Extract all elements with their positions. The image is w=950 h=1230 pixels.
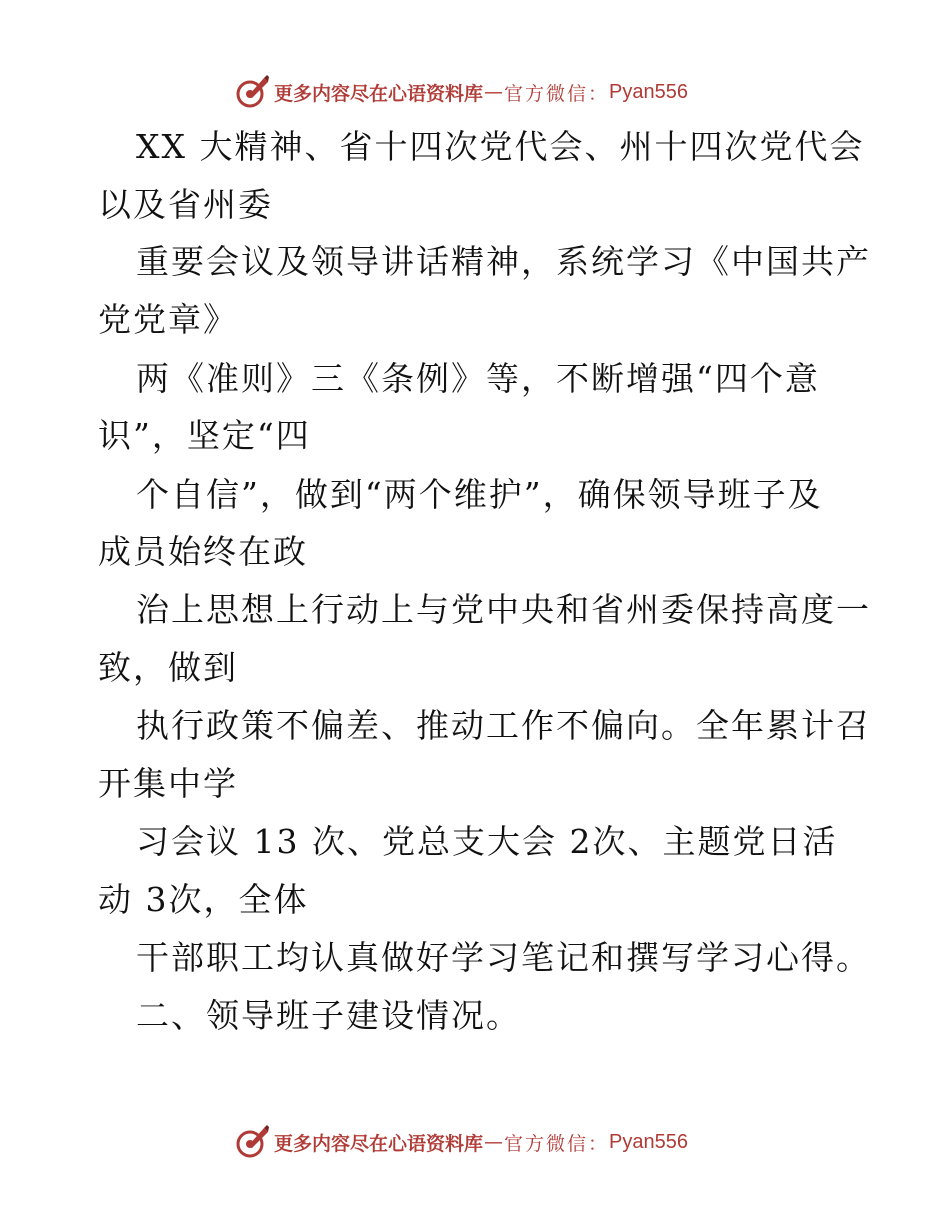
body-line: 致，做到 xyxy=(98,648,238,687)
body-line: 干部职工均认真做好学习笔记和撰写学习心得。 xyxy=(136,938,871,977)
header-wechat-label: 官方微信： xyxy=(504,82,610,105)
footer-banner-dash: — xyxy=(484,1131,504,1153)
footer-wechat-label: 官方微信： xyxy=(504,1132,610,1155)
body-line: 动 3次，全体 xyxy=(98,880,309,919)
header-banner-content xyxy=(234,72,688,112)
footer-banner xyxy=(0,1122,950,1162)
body-line: 开集中学 xyxy=(98,764,238,803)
header-banner-dash: — xyxy=(484,81,504,103)
pen-logo-icon xyxy=(234,74,270,110)
body-line: 识”，坚定“四 xyxy=(98,416,311,455)
body-line: XX 大精神、省十四次党代会、州十四次党代会 xyxy=(136,127,865,166)
footer-wechat-id: Pyan556 xyxy=(609,1130,688,1153)
footer-banner-content xyxy=(234,1122,688,1162)
body-line: 执行政策不偏差、推动工作不偏向。全年累计召 xyxy=(136,706,871,745)
body-line: 个自信”，做到“两个维护”，确保领导班子及 xyxy=(136,475,823,514)
body-line: 以及省州委 xyxy=(98,185,273,224)
header-banner xyxy=(0,72,950,112)
body-line: 习会议 13 次、党总支大会 2次、主题党日活 xyxy=(136,822,838,861)
header-wechat-id: Pyan556 xyxy=(609,80,688,103)
body-line: 党党章》 xyxy=(98,300,238,339)
header-banner-text: 更多内容尽在心语资料库 xyxy=(274,82,484,105)
body-line: 重要会议及领导讲话精神，系统学习《中国共产 xyxy=(136,242,871,281)
body-line: 成员始终在政 xyxy=(98,532,308,571)
body-line: 治上思想上行动上与党中央和省州委保持高度一 xyxy=(136,590,871,629)
body-line: 二、领导班子建设情况。 xyxy=(136,996,521,1035)
footer-banner-text: 更多内容尽在心语资料库 xyxy=(274,1132,484,1155)
pen-logo-icon xyxy=(234,1124,270,1160)
body-line: 两《准则》三《条例》等，不断增强“四个意 xyxy=(136,359,820,398)
